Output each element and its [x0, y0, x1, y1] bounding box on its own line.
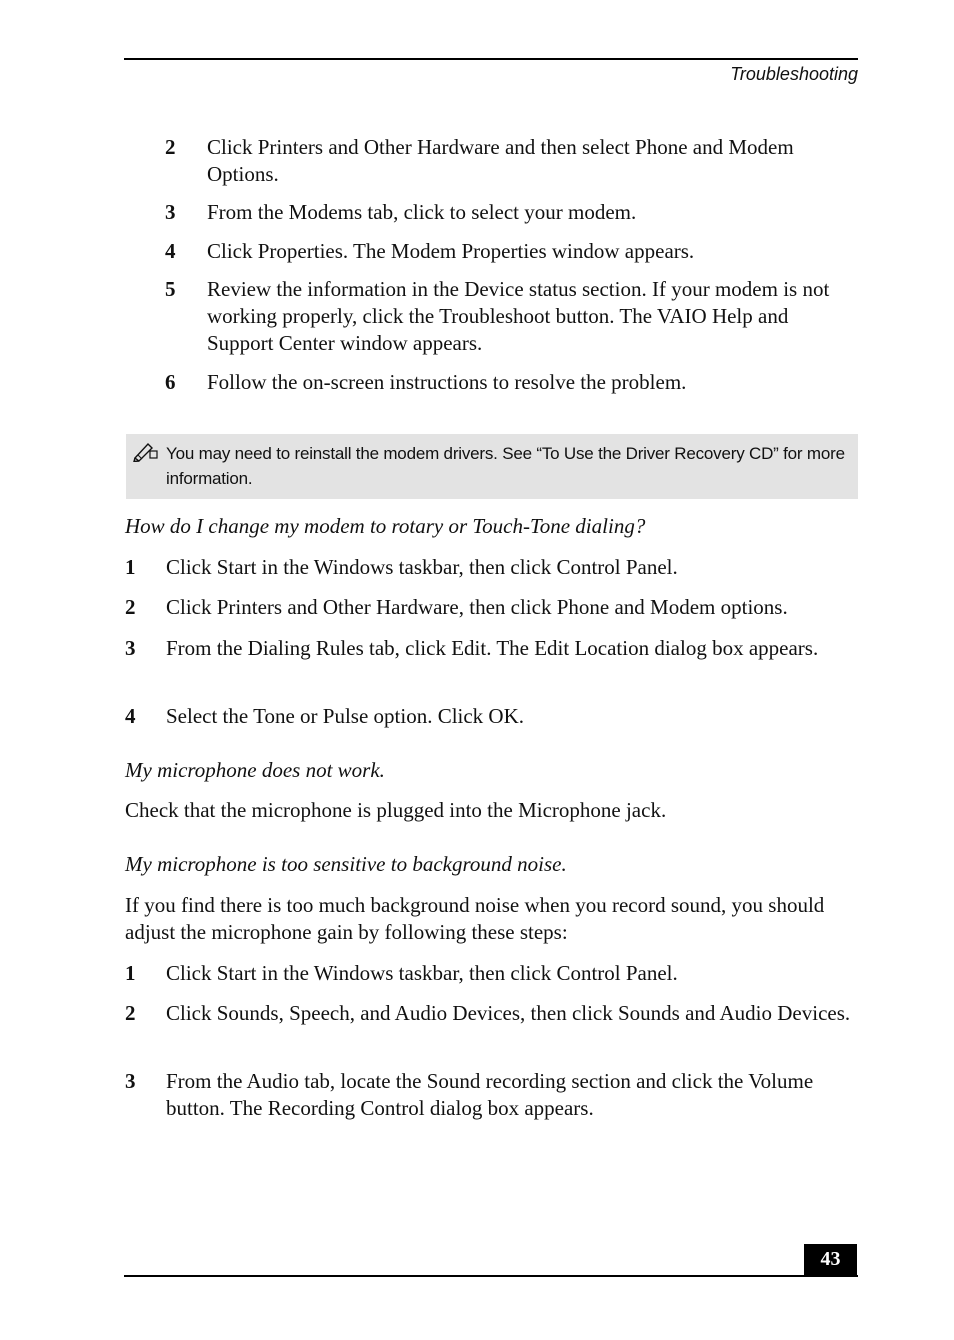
body-paragraph: If you find there is too much background noise when you record sound, you should adjust the microphone gain by following these steps: — [125, 893, 825, 944]
step-number: 6 — [165, 370, 176, 394]
step-text: From the Audio tab, locate the Sound recording section and click the Volume button. The Recording Control dialog box appears. — [166, 1069, 814, 1120]
step-number: 3 — [165, 200, 176, 224]
body-paragraph: Check that the microphone is plugged into the Microphone jack. — [125, 798, 667, 822]
step-text: Click Properties. The Modem Properties window appears. — [207, 239, 695, 263]
step-text: Review the information in the Device status section. If your modem is not working properly, click the Troubleshoot button. The VAIO Help and Support Center window appears. — [207, 277, 830, 355]
step-number: 5 — [165, 277, 176, 301]
step-number: 3 — [125, 636, 136, 660]
step-text: Click Sounds, Speech, and Audio Devices, then click Sounds and Audio Devices. — [166, 1001, 851, 1025]
section-heading: How do I change my modem to rotary or Touch-Tone dialing? — [125, 514, 646, 538]
section-heading: My microphone does not work. — [125, 758, 385, 782]
step-text: Click Start in the Windows taskbar, then click Control Panel. — [166, 961, 678, 985]
footer-rule — [124, 1275, 858, 1277]
step-number: 1 — [125, 961, 136, 985]
step-text: Follow the on-screen instructions to resolve the problem. — [207, 370, 687, 394]
note-box — [126, 434, 858, 499]
step-text: Click Printers and Other Hardware and then select Phone and Modem Options. — [207, 135, 794, 186]
step-number: 2 — [165, 135, 176, 159]
step-text: From the Modems tab, click to select your modem. — [207, 200, 637, 224]
step-text: From the Dialing Rules tab, click Edit. The Edit Location dialog box appears. — [166, 636, 819, 660]
step-number: 4 — [125, 704, 136, 728]
running-head: Troubleshooting — [730, 64, 858, 84]
step-number: 3 — [125, 1069, 136, 1093]
step-text: Click Start in the Windows taskbar, then click Control Panel. — [166, 555, 678, 579]
step-number: 2 — [125, 1001, 136, 1025]
step-text: Select the Tone or Pulse option. Click OK. — [166, 704, 525, 728]
step-text: Click Printers and Other Hardware, then click Phone and Modem options. — [166, 595, 788, 619]
note-pencil-icon — [132, 440, 158, 462]
section-heading: My microphone is too sensitive to background noise. — [125, 852, 567, 876]
header-rule — [124, 58, 858, 60]
step-number: 1 — [125, 555, 136, 579]
step-number: 4 — [165, 239, 176, 263]
step-number: 2 — [125, 595, 136, 619]
note-text: You may need to reinstall the modem drivers. See “To Use the Driver Recovery CD” for more information. — [166, 444, 845, 488]
page-number: 43 — [804, 1244, 857, 1276]
